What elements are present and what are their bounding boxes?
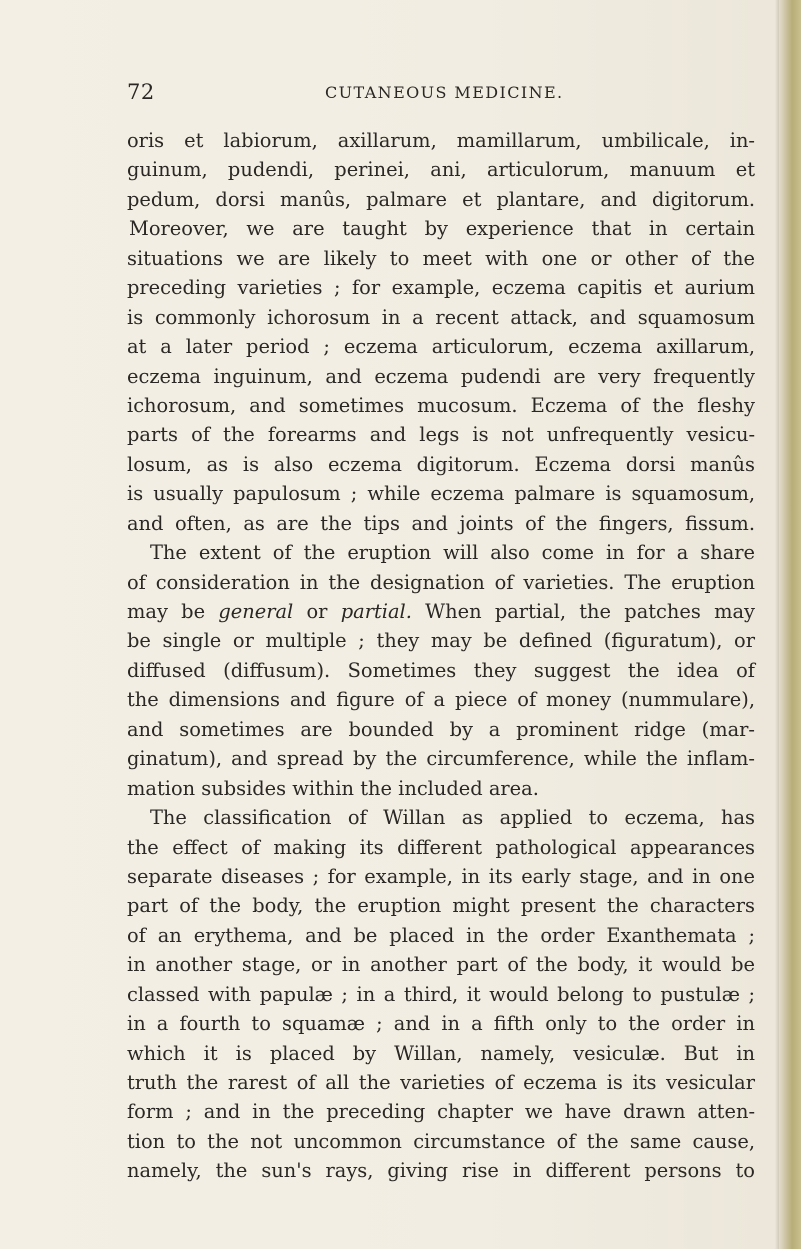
text-line: and sometimes are bounded by a prominent ridge (mar- [127,717,755,741]
text-line: preceding varieties ; for example, eczema capitis et aurium [127,276,755,300]
text-line: in another stage, or in another part of the body, it would be [127,953,755,977]
text-line: is commonly ichorosum in a recent attack, and squamosum [127,305,755,329]
text-line: ichorosum, and sometimes mucosum. Eczema of the fleshy [127,393,755,417]
text-line: the dimensions and figure of a piece of money (nummulare), [127,688,755,712]
text-line: at a later period ; eczema articulorum, eczema axillarum, [127,335,755,359]
text-line: namely, the sun's rays, giving rise in different persons to [127,1159,755,1183]
text-line: pedum, dorsi manûs, palmare et plantare, and digitorum. [127,187,755,211]
text-line: ginatum), and spread by the circumference, while the inflam- [127,747,755,771]
text-line: separate diseases ; for example, in its early stage, and in one [127,864,755,888]
text-line: diffused (diffusum). Sometimes they suggest the idea of [127,658,755,682]
text-line: parts of the forearms and legs is not unfrequently vesicu- [127,423,755,447]
paragraph-end-line: mation subsides within the included area. [127,776,539,800]
text-line: tion to the not uncommon circumstance of the same cause, [127,1129,755,1153]
paragraph-start-line: The classification of Willan as applied to eczema, has [150,806,755,830]
page-header [127,80,767,112]
paragraph-start-line: The extent of the eruption will also come in for a share [150,541,755,565]
text-line: losum, as is also eczema digitorum. Eczema dorsi manûs [127,452,755,476]
body-text [127,126,755,1186]
text-line: is usually papulosum ; while eczema palmare is squamosum, [127,482,755,506]
running-head: CUTANEOUS MEDICINE. [325,83,564,102]
text-line: eczema inguinum, and eczema pudendi are very frequently [127,364,755,388]
text-line: Moreover, we are taught by experience that in certain [129,217,755,241]
text-run: or [293,600,341,623]
text-line: truth the rarest of all the varieties of eczema is its vesicular [127,1071,755,1094]
text-line: situations we are likely to meet with one or other of the [127,246,755,270]
text-line: form ; and in the preceding chapter we have drawn atten- [127,1100,755,1124]
text-run: When partial, the patches may [411,600,756,623]
text-line-with-emphasis [127,597,755,626]
text-line: classed with papulæ ; in a third, it would belong to pustulæ ; [127,982,755,1006]
text-line: and often, as are the tips and joints of the fingers, fissum. [127,511,755,535]
text-line: of consideration in the designation of varieties. The eruption [127,570,755,594]
page-number: 72 [127,80,155,104]
text-run: may be [127,600,219,623]
emphasis-partial: partial. [340,600,412,623]
page-edge [779,0,801,1249]
emphasis-general: general [218,600,294,623]
text-line: of an erythema, and be placed in the order Exanthemata ; [127,923,755,947]
text-line: be single or multiple ; they may be defined (figuratum), or [127,629,755,653]
text-line: oris et labiorum, axillarum, mamillarum, umbilicale, in- [127,129,755,152]
text-line: the effect of making its different pathological appearances [127,835,755,859]
text-line: part of the body, the eruption might present the characters [127,894,755,918]
text-line: in a fourth to squamæ ; and in a fifth only to the order in [127,1012,755,1036]
text-line: guinum, pudendi, perinei, ani, articulorum, manuum et [127,158,755,182]
text-line: which it is placed by Willan, namely, vesiculæ. But in [127,1041,755,1065]
